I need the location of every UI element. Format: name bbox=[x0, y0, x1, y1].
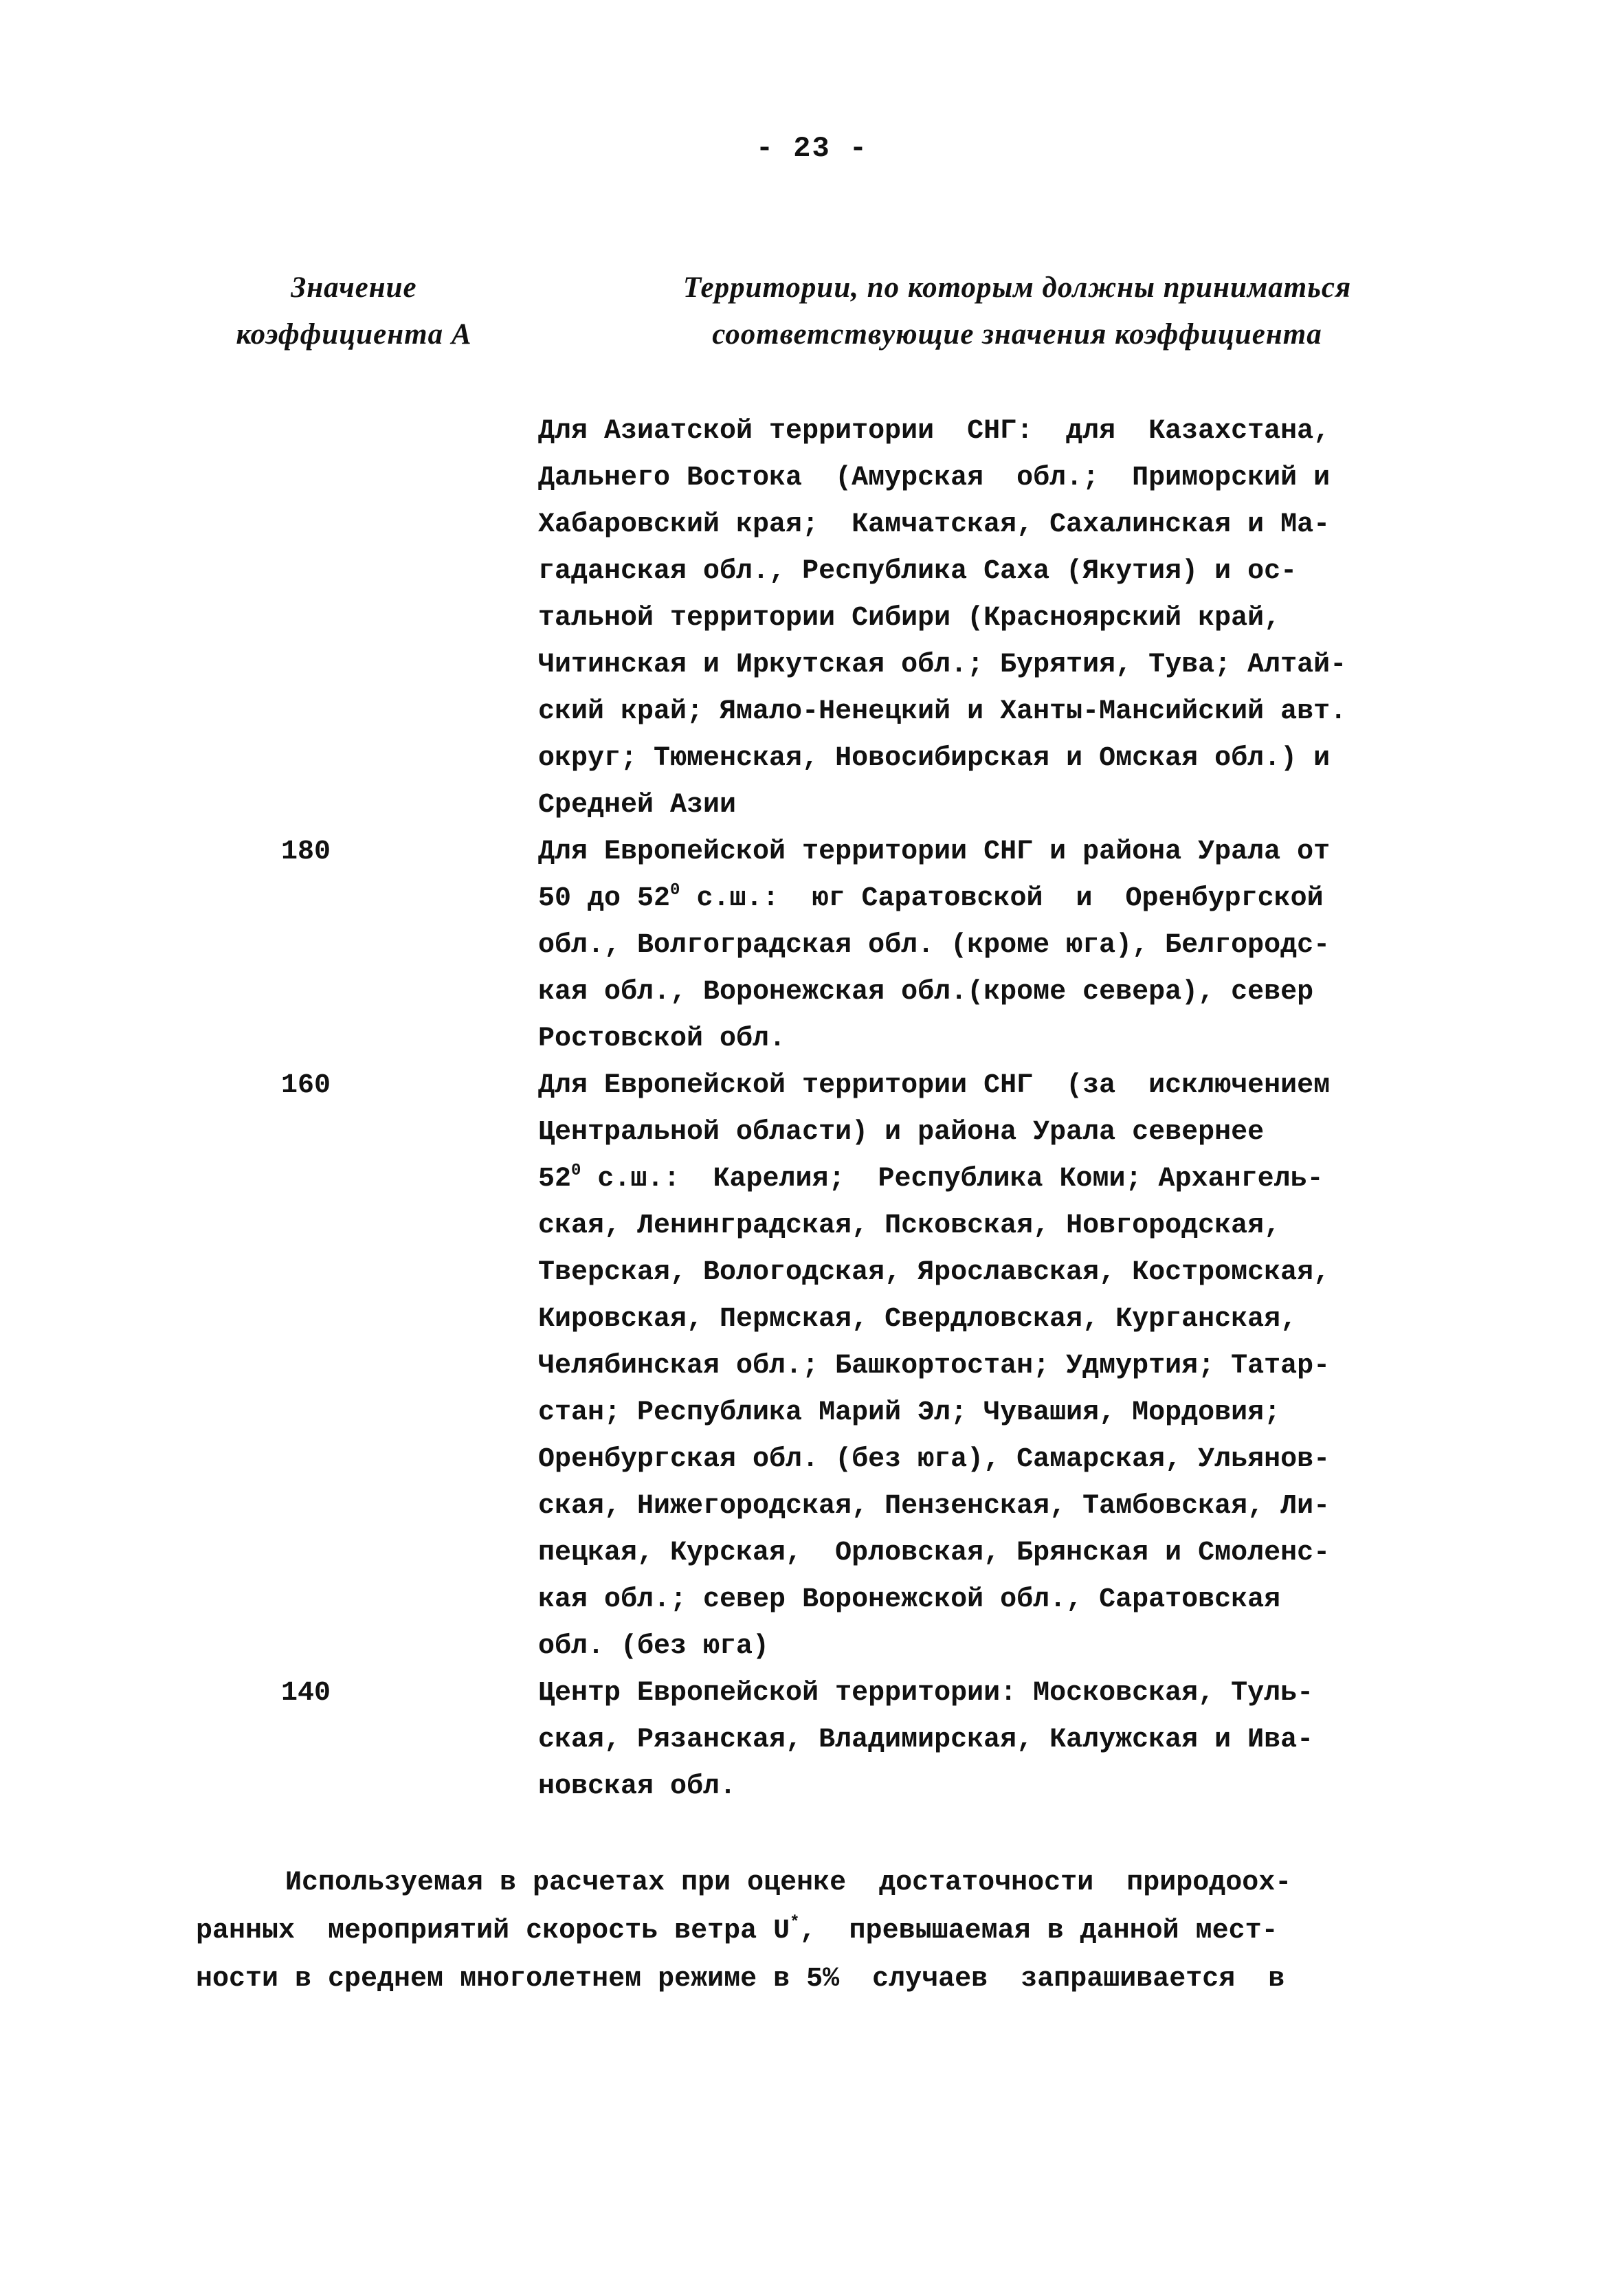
text-line: гаданская обл., Республика Саха (Якутия) и ос- bbox=[538, 556, 1298, 587]
column-header-territories bbox=[598, 265, 1436, 358]
text-line: Ростовской обл. bbox=[538, 1023, 786, 1054]
text-line: Дальнего Востока (Амурская обл.; Приморский и bbox=[538, 463, 1331, 494]
text-line: Для Европейской территории СНГ и района Урала от bbox=[538, 836, 1331, 867]
text-line: Центр Европейской территории: Московская, Туль- bbox=[538, 1678, 1314, 1709]
text-line: Тверская, Вологодская, Ярославская, Костромская, bbox=[538, 1257, 1331, 1288]
text-line: обл. (без юга) bbox=[538, 1631, 770, 1662]
text-line: Используемая в расчетах при оценке достаточности природоох- bbox=[285, 1867, 1292, 1898]
text-line: Читинская и Иркутская обл.; Бурятия, Тува; Алтай- bbox=[538, 650, 1347, 680]
column-header-line: Территории, по которым должны приниматься bbox=[682, 271, 1352, 304]
text-line bbox=[196, 1907, 1454, 1955]
column-header-line: коэффициента А bbox=[236, 318, 472, 351]
text-line: Центральной области) и района Урала севернее bbox=[538, 1117, 1265, 1148]
territory-description-asian bbox=[538, 408, 1473, 829]
text-fragment: , превышаемая в данной мест- bbox=[799, 1916, 1278, 1947]
text-line: Челябинская обл.; Башкортостан; Удмуртия; Татар- bbox=[538, 1351, 1331, 1382]
text-line: ности в среднем многолетнем режиме в 5% случаев запрашивается в bbox=[196, 1964, 1285, 1995]
text-line: новская обл. bbox=[538, 1771, 737, 1802]
text-line: пецкая, Курская, Орловская, Брянская и Смоленс- bbox=[538, 1538, 1331, 1568]
degree-superscript: 0 bbox=[571, 1162, 581, 1180]
text-line bbox=[538, 1156, 1473, 1203]
text-fragment: 50 до 52 bbox=[538, 883, 671, 914]
text-line: Кировская, Пермская, Свердловская, Курганская, bbox=[538, 1304, 1298, 1335]
column-header-line: Значение bbox=[291, 271, 417, 304]
body-paragraph bbox=[196, 1859, 1454, 2004]
text-line: кая обл., Воронежская обл.(кроме севера), север bbox=[538, 977, 1314, 1008]
text-line: Хабаровский края; Камчатская, Сахалинская и Ма- bbox=[538, 509, 1331, 540]
text-line: ская, Ленинградская, Псковская, Новгородская, bbox=[538, 1210, 1281, 1241]
text-line: обл., Волгоградская обл. (кроме юга), Белгородс- bbox=[538, 930, 1331, 961]
asterisk-superscript: * bbox=[790, 1914, 800, 1932]
text-line: Для Европейской территории СНГ (за исключением bbox=[538, 1070, 1331, 1101]
column-header-coefficient bbox=[199, 265, 509, 358]
territory-description-140 bbox=[538, 1670, 1473, 1810]
text-line: Средней Азии bbox=[538, 790, 737, 821]
text-line bbox=[538, 876, 1473, 922]
column-header-line: соответствующие значения коэффициента bbox=[712, 318, 1322, 351]
text-line: ский край; Ямало-Ненецкий и Ханты-Мансийский авт. bbox=[538, 696, 1347, 727]
text-line: тальной территории Сибири (Красноярский край, bbox=[538, 603, 1281, 634]
territory-description-160 bbox=[538, 1063, 1473, 1670]
text-fragment: ранных мероприятий скорость ветра U bbox=[196, 1916, 790, 1947]
text-line: Оренбургская обл. (без юга), Самарская, Ульянов- bbox=[538, 1444, 1331, 1475]
text-line: ская, Нижегородская, Пензенская, Тамбовская, Ли- bbox=[538, 1491, 1331, 1522]
degree-superscript: 0 bbox=[670, 881, 680, 900]
text-fragment: с.ш.: Карелия; Республика Коми; Архангель- bbox=[581, 1164, 1324, 1195]
coefficient-value: 180 bbox=[280, 836, 331, 867]
territory-description-180 bbox=[538, 829, 1473, 1063]
page-number: - 23 - bbox=[755, 132, 869, 165]
text-line: ская, Рязанская, Владимирская, Калужская и Ива- bbox=[538, 1725, 1314, 1755]
text-line: Для Азиатской территории СНГ: для Казахстана, bbox=[538, 416, 1331, 447]
text-line: стан; Республика Марий Эл; Чувашия, Мордовия; bbox=[538, 1397, 1281, 1428]
text-line: кая обл.; север Воронежской обл., Саратовская bbox=[538, 1584, 1281, 1615]
text-fragment: с.ш.: юг Саратовской и Оренбургской bbox=[680, 883, 1324, 914]
coefficient-value: 160 bbox=[280, 1070, 331, 1101]
text-fragment: 52 bbox=[538, 1164, 572, 1195]
coefficient-value: 140 bbox=[280, 1678, 331, 1709]
text-line: округ; Тюменская, Новосибирская и Омская обл.) и bbox=[538, 743, 1331, 774]
